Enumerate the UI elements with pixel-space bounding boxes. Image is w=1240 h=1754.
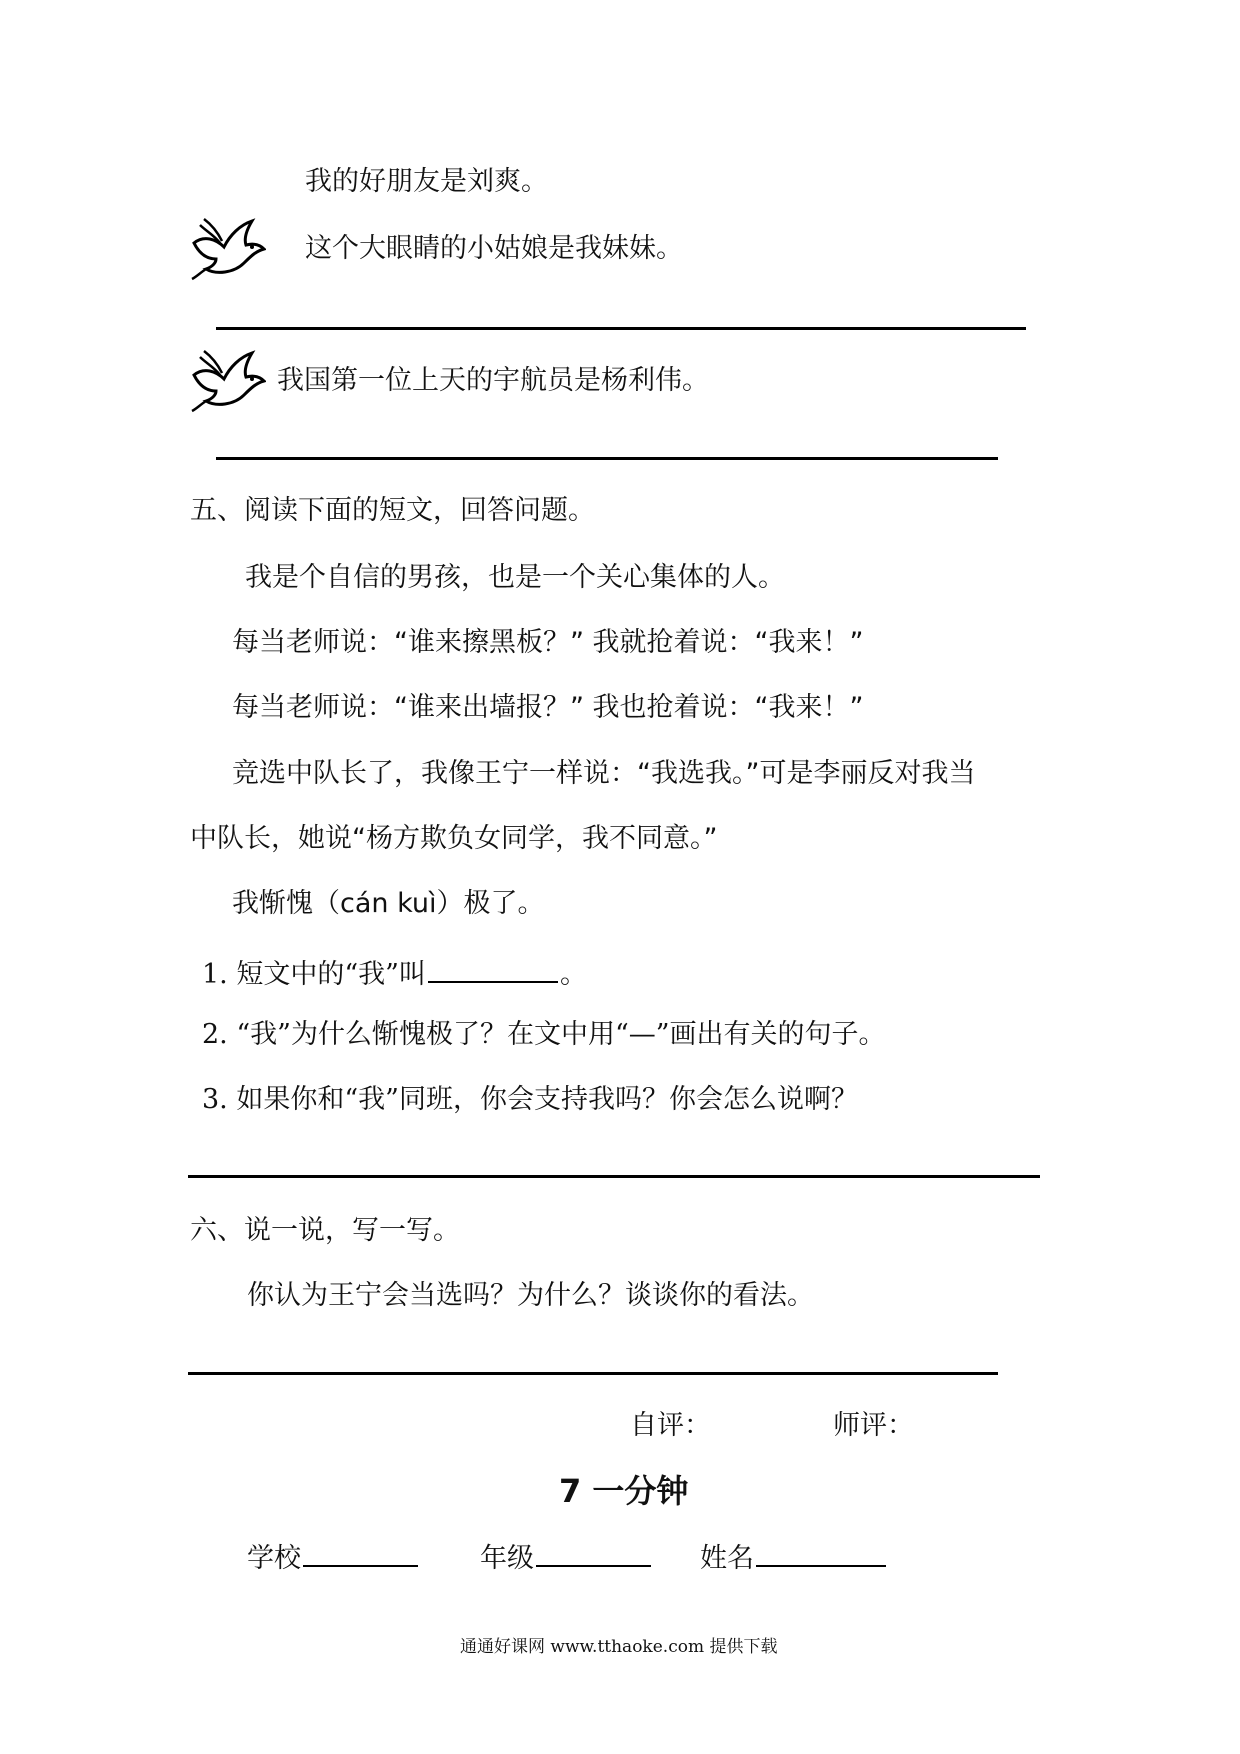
passage-line: 我是个自信的男孩，也是一个关心集体的人。 (245, 562, 785, 593)
name-blank[interactable] (756, 1537, 886, 1567)
question-3: 3. 如果你和“我”同班，你会支持我吗？你会怎么说啊？ (202, 1084, 858, 1115)
self-evaluation-label: 自评： (630, 1410, 711, 1441)
name-field (700, 1537, 888, 1576)
school-field (247, 1537, 420, 1576)
section-6-heading: 六、说一说，写一写。 (190, 1215, 460, 1246)
teacher-evaluation-label: 师评： (833, 1410, 914, 1441)
footer-text: 通通好课网 www.tthaoke.com 提供下载 (460, 1637, 778, 1657)
question-1 (202, 953, 587, 992)
section-5-heading: 五、阅读下面的短文，回答问题。 (190, 495, 595, 526)
answer-line[interactable] (216, 457, 998, 460)
example-line-2: 这个大眼睛的小姑娘是我妹妹。 (305, 233, 683, 264)
section-6-prompt: 你认为王宁会当选吗？为什么？谈谈你的看法。 (247, 1280, 814, 1311)
grade-label: 年级 (480, 1543, 534, 1574)
example-line-1: 我的好朋友是刘爽。 (305, 166, 548, 197)
answer-line[interactable] (216, 327, 1026, 330)
school-label: 学校 (247, 1543, 301, 1574)
question-1-blank[interactable] (428, 953, 558, 983)
grade-blank[interactable] (536, 1537, 651, 1567)
school-blank[interactable] (303, 1537, 418, 1567)
passage-line: 我惭愧（cán kuì）极了。 (232, 888, 545, 919)
lesson-title: 7 一分钟 (559, 1472, 689, 1510)
passage-line: 中队长，她说“杨方欺负女同学，我不同意。” (190, 823, 718, 854)
passage-line: 竞选中队长了，我像王宁一样说：“我选我。”可是李丽反对我当 (232, 758, 976, 789)
passage-line: 每当老师说：“谁来出墙报？” 我也抢着说：“我来！” (232, 692, 864, 723)
question-2: 2. “我”为什么惭愧极了？在文中用“—”画出有关的句子。 (202, 1019, 886, 1050)
dove-icon (186, 345, 266, 413)
grade-field (480, 1537, 653, 1576)
answer-line[interactable] (188, 1175, 1040, 1178)
name-label: 姓名 (700, 1543, 754, 1574)
answer-line[interactable] (188, 1372, 998, 1375)
question-1-text: 1. 短文中的“我”叫 (202, 959, 426, 990)
dove-icon (186, 213, 266, 281)
question-1-end: 。 (559, 959, 587, 990)
example-line-3: 我国第一位上天的宇航员是杨利伟。 (277, 365, 709, 396)
passage-line: 每当老师说：“谁来擦黑板？” 我就抢着说：“我来！” (232, 627, 864, 658)
